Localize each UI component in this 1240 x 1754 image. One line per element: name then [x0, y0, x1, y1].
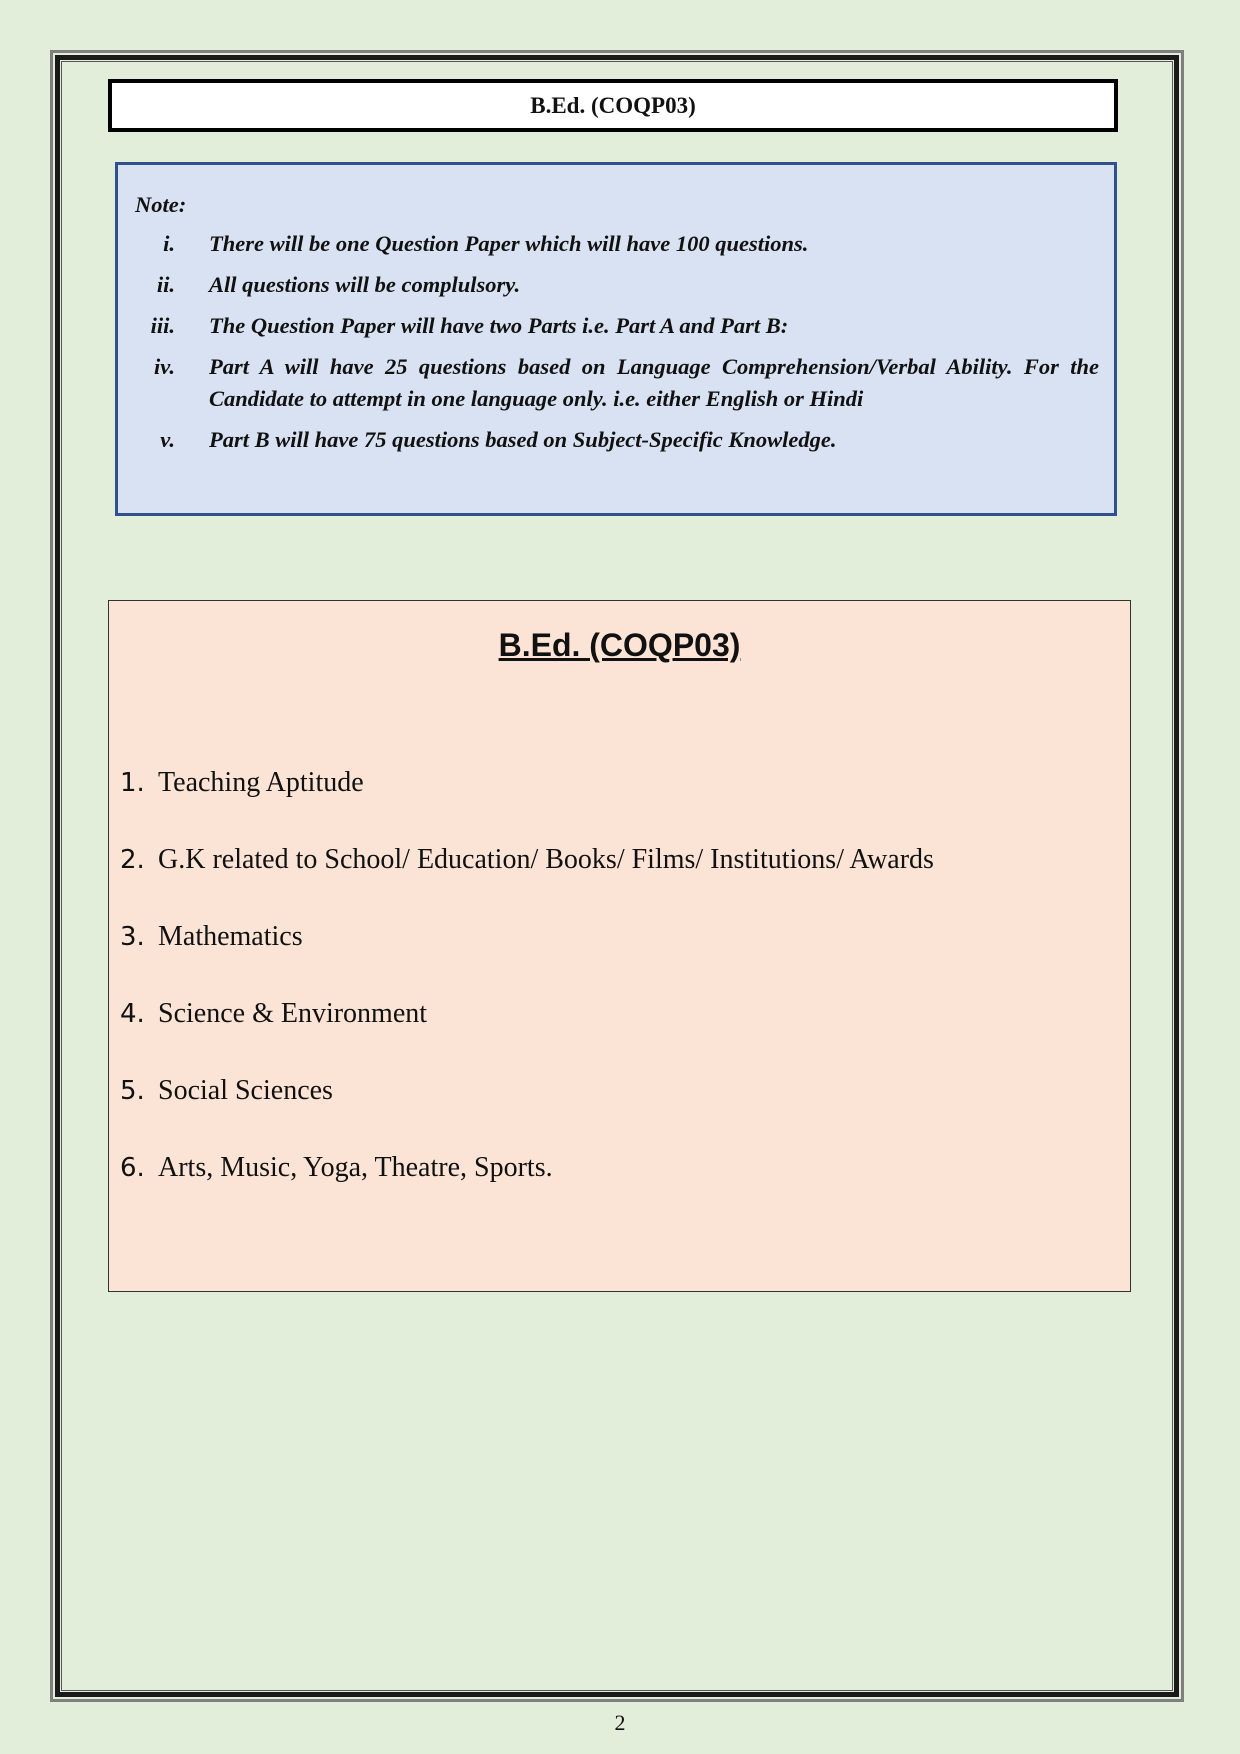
page-number: 2	[614, 1710, 626, 1735]
subject-item	[120, 844, 1110, 921]
subject-item	[120, 998, 1110, 1075]
subject-item-number: 5.	[120, 1076, 145, 1106]
subject-item-number: 6.	[120, 1153, 145, 1183]
subject-item-text: Mathematics	[158, 921, 303, 952]
note-title: Note:	[135, 192, 187, 217]
note-item-number: iv.	[153, 354, 175, 379]
subject-box	[108, 600, 1131, 1292]
subject-item	[120, 767, 1110, 844]
note-item	[118, 310, 1114, 342]
note-item	[118, 424, 1114, 456]
note-item-text: The Question Paper will have two Parts i.e. Part A and Part B:	[209, 313, 789, 338]
note-box	[115, 162, 1117, 516]
note-item-number: i.	[163, 231, 175, 256]
subject-list	[120, 767, 1110, 1229]
note-item-text: All questions will be complulsory.	[209, 272, 521, 297]
note-item-text: Part A will have 25 questions based on Language Comprehension/Verbal Ability. For the Candidate to attempt in one language only. i.e. either English or Hindi	[209, 354, 1099, 411]
note-item-number: iii.	[150, 313, 175, 338]
subject-title: B.Ed. (COQP03)	[498, 627, 741, 663]
subject-item	[120, 1075, 1110, 1152]
subject-item-number: 2.	[120, 845, 145, 875]
subject-item-text: Arts, Music, Yoga, Theatre, Sports.	[158, 1152, 553, 1183]
subject-item-text: Science & Environment	[158, 998, 428, 1029]
note-item	[118, 351, 1114, 415]
subject-item-number: 3.	[120, 922, 145, 952]
header-title-box	[108, 79, 1118, 132]
note-list	[118, 228, 1114, 465]
subject-item-text: Teaching Aptitude	[158, 767, 364, 798]
note-item-text: Part B will have 75 questions based on Subject-Specific Knowledge.	[209, 427, 837, 452]
note-item-text: There will be one Question Paper which will have 100 questions.	[209, 231, 809, 256]
subject-item-number: 1.	[120, 768, 145, 798]
subject-item-number: 4.	[120, 999, 145, 1029]
note-item-number: v.	[160, 427, 175, 452]
note-item	[118, 269, 1114, 301]
subject-item-text: Social Sciences	[158, 1075, 333, 1106]
subject-item	[120, 921, 1110, 998]
subject-item-text: G.K related to School/ Education/ Books/ Films/ Institutions/ Awards	[158, 844, 934, 875]
note-item	[118, 228, 1114, 260]
subject-item	[120, 1152, 1110, 1229]
note-item-number: ii.	[156, 272, 175, 297]
header-title: B.Ed. (COQP03)	[530, 92, 696, 118]
